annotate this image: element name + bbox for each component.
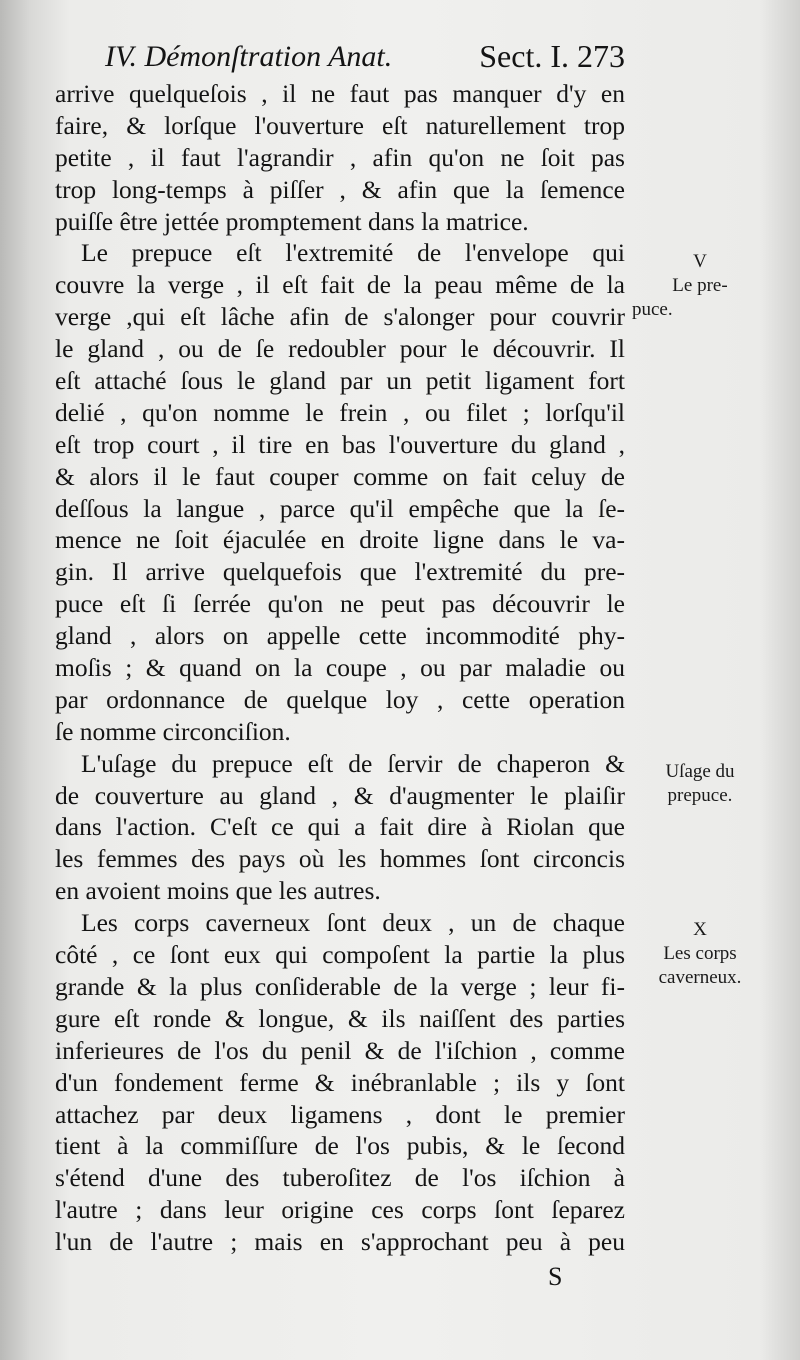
text-line: l'autre ; dans leur origine ces corps ſont ſeparez xyxy=(55,1195,625,1225)
text-line: côté , ce ſont eux qui compoſent la partie la plus xyxy=(55,940,625,970)
text-line: dans l'action. C'eſt ce qui a fait dire à Riolan que xyxy=(55,812,625,842)
margin-label: prepuce. xyxy=(667,785,733,806)
text-line: L'uſage du prepuce eſt de ſervir de chaperon & xyxy=(81,748,625,778)
main-text xyxy=(55,78,625,1258)
margin-numeral: X xyxy=(693,919,707,940)
text-line: gin. Il arrive quelquefois que l'extremité du pre- xyxy=(55,557,625,587)
text-line: faire, & lorſque l'ouverture eſt naturellement trop xyxy=(55,110,625,140)
text-line: moſis ; & quand on la coupe , ou par maladie ou xyxy=(55,653,625,683)
text-line: & alors il le faut couper comme on fait celuy de xyxy=(55,461,625,491)
text-line: d'un fondement ferme & inébranlable ; ils y ſont xyxy=(55,1067,625,1097)
text-line: par ordonnance de quelque loy , cette operation xyxy=(55,684,625,714)
text-line: gure eſt ronde & longue, & ils naiſſent des parties xyxy=(55,1003,625,1033)
text-line: Le prepuce eſt l'extremité de l'envelope qui xyxy=(81,238,625,268)
text-line: les femmes des pays où les hommes ſont circoncis xyxy=(55,844,625,874)
text-line: eſt trop court , il tire en bas l'ouverture du gland , xyxy=(55,429,625,459)
text-line: trop long-temps à piſſer , & afin que la ſemence xyxy=(55,174,625,204)
text-line: en avoient moins que les autres. xyxy=(55,876,381,906)
signature-mark: S xyxy=(548,1262,563,1291)
text-line: verge ,qui eſt lâche afin de s'alonger pour couvrir xyxy=(55,302,625,332)
margin-numeral: V xyxy=(693,251,707,272)
text-line: inferieures de l'os du penil & de l'iſchion , comme xyxy=(55,1035,625,1065)
text-line: couvre la verge , il eſt fait de la peau même de la xyxy=(55,270,625,300)
section-page-number: Sect. I. 273 xyxy=(479,38,625,74)
text-line: de couverture au gland , & d'augmenter le plaiſir xyxy=(55,780,625,810)
text-line: gland , alors on appelle cette incommodité phy- xyxy=(55,621,625,651)
margin-label: Le pre- xyxy=(672,275,728,296)
text-line: puiſſe être jettée promptement dans la matrice. xyxy=(55,206,529,236)
text-line: ſe nomme circonciſion. xyxy=(55,716,291,746)
margin-note-usage xyxy=(630,760,770,808)
text-line: le gland , ou de ſe redoubler pour le découvrir. Il xyxy=(55,334,625,364)
running-title: IV. Démonſtration Anat. xyxy=(105,40,393,73)
margin-label: Uſage du xyxy=(665,761,735,782)
text-line: Les corps caverneux ſont deux , un de chaque xyxy=(81,908,625,938)
text-line: delié , qu'on nomme le frein , ou filet ; lorſqu'il xyxy=(55,397,625,427)
text-line: attachez par deux ligamens , dont le premier xyxy=(55,1099,625,1129)
text-line: eſt attaché ſous le gland par un petit ligament fort xyxy=(55,366,625,396)
margin-note-prepuce xyxy=(630,250,770,322)
text-line: puce eſt ſi ſerrée qu'on ne peut pas découvrir le xyxy=(55,589,625,619)
text-line: grande & la plus conſiderable de la verge ; leur fi- xyxy=(55,971,625,1001)
margin-note-corps-caverneux xyxy=(630,918,770,990)
text-line: arrive quelqueſois , il ne faut pas manquer d'y en xyxy=(55,79,625,108)
margin-label: caverneux. xyxy=(658,967,742,988)
margin-label: puce. xyxy=(632,299,673,320)
text-line: s'étend d'une des tuberoſitez de l'os iſchion à xyxy=(55,1163,625,1193)
text-line: petite , il faut l'agrandir , afin qu'on ne ſoit pas xyxy=(55,142,625,172)
text-line: deſſous la langue , parce qu'il empêche que la ſe- xyxy=(55,493,625,523)
margin-label: Les corps xyxy=(663,943,737,964)
text-line: tient à la commiſſure de l'os pubis, & le ſecond xyxy=(55,1131,625,1161)
text-line: mence ne ſoit éjaculée en droite ligne dans le va- xyxy=(55,525,625,555)
text-line: l'un de l'autre ; mais en s'approchant peu à peu xyxy=(55,1227,625,1257)
